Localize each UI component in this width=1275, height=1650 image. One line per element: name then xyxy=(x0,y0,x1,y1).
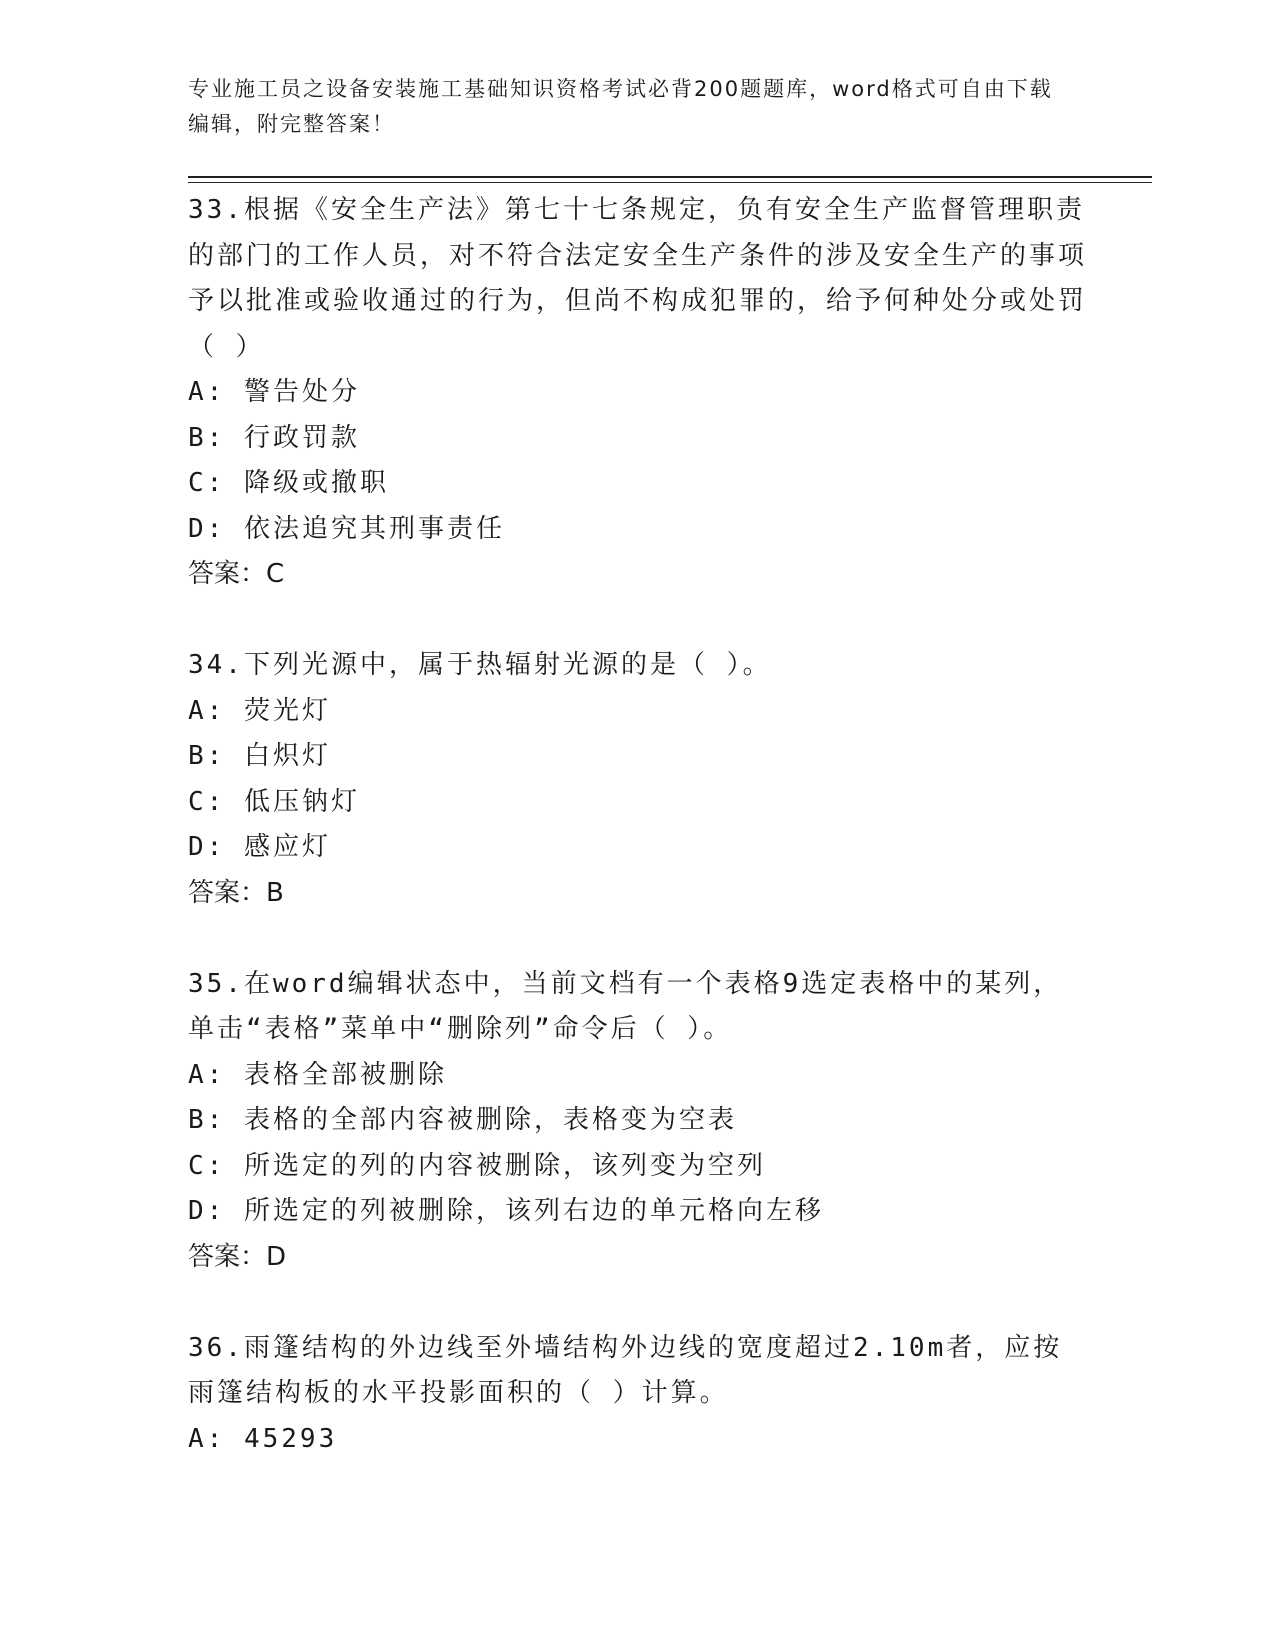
question-stem: 35.在word编辑状态中，当前文档有一个表格9选定表格中的某列，单击“表格”菜单中“删除列”命令后（ ）。 xyxy=(188,968,1063,1044)
option-a: A: 荧光灯 xyxy=(188,695,331,726)
option-a: A: 表格全部被删除 xyxy=(188,1059,447,1090)
option-c: C: 降级或撤职 xyxy=(188,468,389,498)
header-rule-thin xyxy=(188,182,1152,183)
option-a: A: 45293 xyxy=(188,1423,338,1454)
question-stem: 33.根据《安全生产法》第七十七条规定，负有安全生产监督管理职责的部门的工作人员，对不符合法定安全生产条件的涉及安全生产的事项予以批准或验收通过的行为，但尚不构成犯罪的，给予何种处分或处罚（ ） xyxy=(188,195,1088,362)
spacer xyxy=(188,1280,1088,1326)
question-stem: 34.下列光源中，属于热辐射光源的是（ ）。 xyxy=(188,650,772,680)
option-b: B: 行政罚款 xyxy=(188,422,360,453)
question-block-36 xyxy=(188,1326,1088,1463)
option-c: C: 低压钠灯 xyxy=(188,786,360,817)
option-d: D: 依法追究其刑事责任 xyxy=(188,513,505,544)
spacer xyxy=(188,916,1088,962)
document-header: 专业施工员之设备安装施工基础知识资格考试必背200题题库，word格式可自由下载编辑，附完整答案！ xyxy=(188,77,1053,136)
question-stem: 36.雨篷结构的外边线至外墙结构外边线的宽度超过2.10m者，应按雨篷结构板的水平投影面积的（ ）计算。 xyxy=(188,1332,1063,1408)
answer-line: 答案：D xyxy=(188,1241,287,1272)
option-d: D: 感应灯 xyxy=(188,832,331,862)
answer-line: 答案：B xyxy=(188,877,284,908)
questions-list xyxy=(188,188,1088,1462)
question-block-34 xyxy=(188,643,1088,916)
spacer xyxy=(188,598,1088,644)
option-d: D: 所选定的列被删除，该列右边的单元格向左移 xyxy=(188,1196,824,1226)
option-b: B: 表格的全部内容被删除，表格变为空表 xyxy=(188,1105,737,1135)
option-c: C: 所选定的列的内容被删除，该列变为空列 xyxy=(188,1150,766,1181)
answer-line: 答案：C xyxy=(188,559,285,589)
question-block-35 xyxy=(188,962,1088,1281)
option-a: A: 警告处分 xyxy=(188,377,360,407)
header-rule-thick xyxy=(188,176,1152,178)
question-block-33 xyxy=(188,188,1088,598)
option-b: B: 白炽灯 xyxy=(188,741,331,771)
